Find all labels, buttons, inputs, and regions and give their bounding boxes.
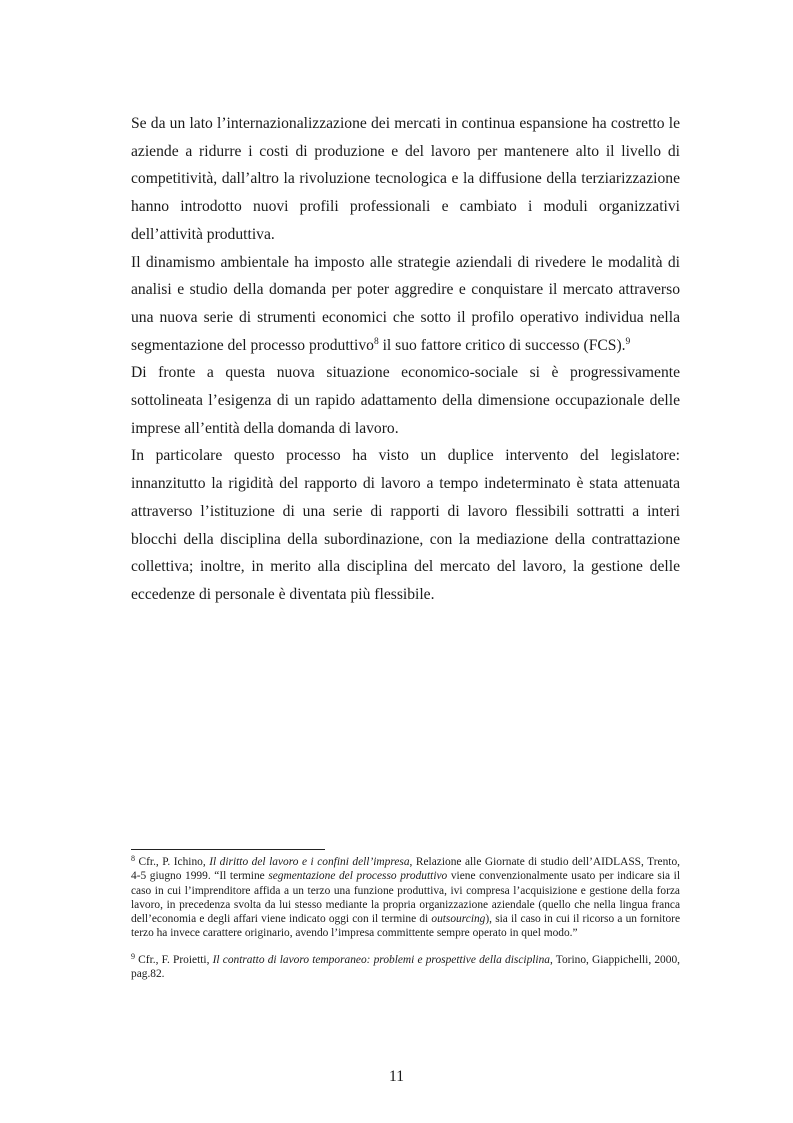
footnote-8 <box>131 855 680 941</box>
paragraph-3: Di fronte a questa nuova situazione economico-sociale si è progressivamente sottolineata l’esigenza di un rapido adattamento della dimensione occupazionale delle imprese all’entità della domanda di lavoro. <box>131 364 680 437</box>
footnote-ref-8[interactable]: 8 <box>373 336 379 347</box>
footnote-number: 8 <box>131 854 135 863</box>
footnote-separator <box>131 849 325 850</box>
paragraph-2-text-a: Il dinamismo ambientale ha imposto alle strategie aziendali di rivedere le modalità di analisi e studio della domanda per poter aggredire e conquistare il mercato attraverso una nuova serie di strumenti economici che sotto il profilo operativo individua nella segmentazione del processo produttivo <box>131 253 680 354</box>
footnote-text: Cfr., F. Proietti, <box>135 953 213 966</box>
footnote-text: Cfr., P. Ichino, <box>135 856 210 868</box>
paragraph-2-text-b: il suo fattore critico di successo (FCS). <box>378 336 626 354</box>
paragraph-1: Se da un lato l’internazionalizzazione dei mercati in continua espansione ha costretto le aziende a ridurre i costi di produzione e del lavoro per mantenere alto il livello di competitività, dall’altro la rivoluzione tecnologica e la diffusione della terziarizzazione hanno introdotto nuovi profili professionali e cambiato i moduli organizzativi dell’attività produttiva. <box>131 115 680 243</box>
paragraph-4: In particolare questo processo ha visto un duplice intervento del legislatore: innanzitutto la rigidità del rapporto di lavoro a tempo indeterminato è stata attenuata attraverso l’istituzione di una serie di rapporti di lavoro flessibili sottratti a interi blocchi della disciplina della subordinazione, con la mediazione della contrattazione collettiva; inoltre, in merito alla disciplina del mercato del lavoro, la gestione delle eccedenze di personale è diventata più flessibile. <box>131 447 680 603</box>
footnote-title: Il contratto di lavoro temporaneo: problemi e prospettive della disciplina <box>212 953 550 966</box>
footnote-number: 9 <box>131 951 135 961</box>
footnotes <box>131 855 680 981</box>
footnote-text: ), sia il caso in cui il ricorso a un fornitore terzo ha invece carattere originario, avendo l’impresa committente sempre operato in quel modo.” <box>131 913 680 940</box>
body-text <box>131 110 680 609</box>
footnote-title: Il diritto del lavoro e i confini dell’impresa <box>209 856 410 868</box>
footnote-ref-9[interactable]: 9 <box>625 336 631 347</box>
page-number: 11 <box>388 1068 404 1085</box>
footnote-9 <box>131 953 680 982</box>
footnote-text: , Torino, Giappichelli, 2000, pag.82. <box>131 953 680 981</box>
footnote-term: outsourcing <box>431 913 486 926</box>
footnote-text: viene convenzionalmente usato per indicare sia il caso in cui l’imprenditore affida a un terzo una funzione produttiva, ivi compresa l’acquisizione e gestione della forza lavoro, in precedenza svolta da lui stesso mediante la propria organizzazione aziendale (quello che nella lingua franca dell’economia e degli affari viene indicato oggi con il termine di <box>131 870 680 926</box>
footnote-term: segmentazione del processo produttivo <box>268 870 448 883</box>
paragraph-2 <box>131 249 680 360</box>
footnote-text: , Relazione alle Giornate di studio dell’AIDLASS, Trento, 4-5 giugno 1999. “Il termine <box>131 856 680 883</box>
